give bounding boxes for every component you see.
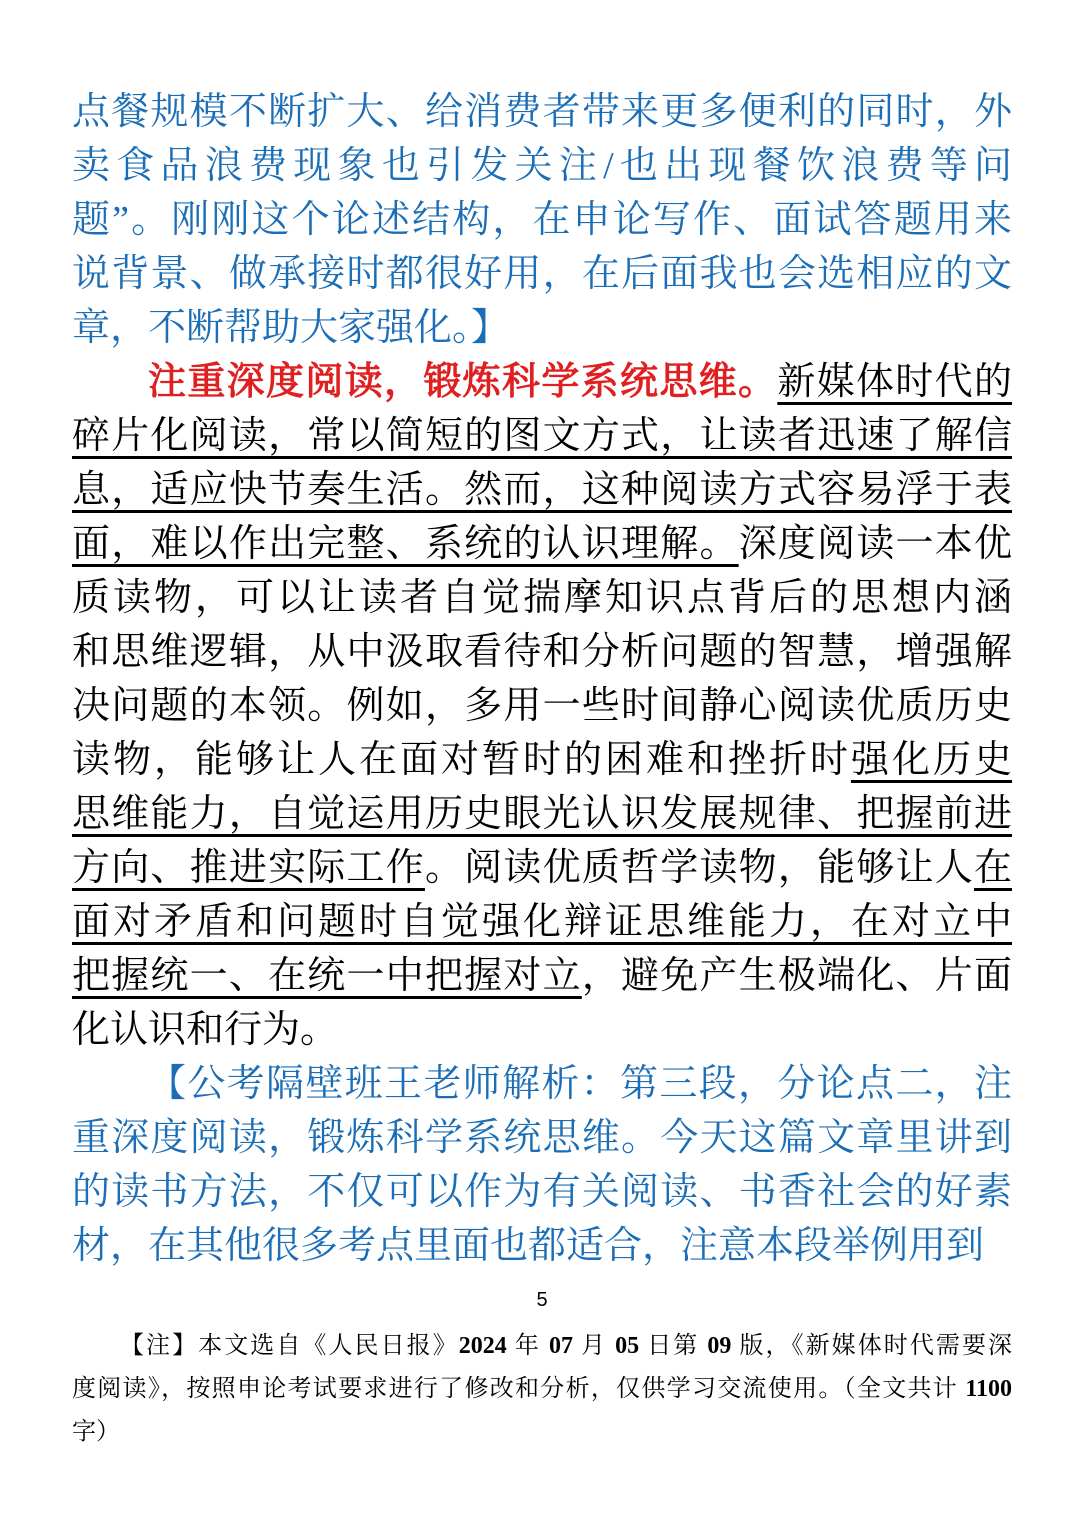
text-segment: 注重深度阅读，锻炼科学系统思维。 <box>148 361 778 403</box>
text-line <box>72 1325 1012 1368</box>
text-line <box>72 1219 1012 1273</box>
text-segment: 题”。刚刚这个论述结构，在申论写作、面试答题用来 <box>72 199 1012 241</box>
text-segment: 2024 <box>458 1333 507 1359</box>
text-segment: 说背景、做承接时都很好用，在后面我也会选相应的文 <box>72 253 1012 295</box>
text-line <box>72 301 1012 355</box>
text-segment: 年 <box>506 1333 549 1359</box>
teacher-note-continuation <box>72 85 1012 355</box>
text-segment: 重深度阅读，锻炼科学系统思维。今天这篇文章里讲到 <box>72 1117 1012 1159</box>
text-line <box>72 571 1012 625</box>
text-segment: 1100 <box>965 1376 1012 1402</box>
text-line <box>72 409 1012 463</box>
text-line <box>72 1411 1012 1454</box>
text-segment: 月 <box>572 1333 616 1359</box>
text-segment: 面，难以作出完整、系统的认识理解。 <box>72 523 739 565</box>
text-line <box>72 247 1012 301</box>
text-line <box>72 1111 1012 1165</box>
teacher-analysis-note <box>72 1057 1012 1273</box>
text-segment: 把握统一、在统一中把握对立 <box>72 955 582 997</box>
text-segment: 日第 <box>639 1333 708 1359</box>
text-segment: 章，不断帮助大家强化。】 <box>72 307 510 349</box>
text-segment: 05 <box>615 1333 640 1359</box>
text-line <box>72 355 1012 409</box>
text-segment: 材，在其他很多考点里面也都适合，注意本段举例用到 <box>72 1225 985 1267</box>
text-segment: 09 <box>707 1333 732 1359</box>
text-segment: 面对矛盾和问题时自觉强化辩证思维能力，在对立中 <box>72 901 1012 943</box>
body-paragraph-deep-reading <box>72 355 1012 1057</box>
footnote <box>72 1325 1012 1454</box>
text-line <box>72 517 1012 571</box>
text-segment: 点餐规模不断扩大、给消费者带来更多便利的同时，外 <box>72 91 1012 133</box>
text-segment: 决问题的本领。例如，多用一些时间静心阅读优质历史 <box>72 685 1012 727</box>
text-line <box>72 733 1012 787</box>
text-segment: ，避免产生极端化、片面 <box>581 955 1012 997</box>
text-segment: 07 <box>548 1333 573 1359</box>
text-segment: 卖食品浪费现象也引发关注/也出现餐饮浪费等问 <box>72 145 1012 187</box>
text-line <box>72 85 1012 139</box>
text-segment: 深度阅读一本优 <box>738 523 1012 565</box>
text-line <box>72 949 1012 1003</box>
text-segment: 字） <box>72 1419 120 1445</box>
text-segment: 。阅读优质哲学读物，能够让人 <box>424 847 974 889</box>
text-segment: 度阅读》，按照申论考试要求进行了修改和分析，仅供学习交流使用。（全文共计 <box>72 1376 966 1402</box>
text-line <box>72 1165 1012 1219</box>
text-line <box>72 1368 1012 1411</box>
text-line <box>72 1057 1012 1111</box>
text-line <box>72 1003 1012 1057</box>
text-segment: 读物，能够让人在面对暂时的困难和挫折时 <box>72 739 851 781</box>
page-number: 5 <box>536 1289 548 1311</box>
text-segment: 思维能力，自觉运用历史眼光认识发展规律、把握前进 <box>72 793 1012 835</box>
text-line <box>72 679 1012 733</box>
text-line <box>72 139 1012 193</box>
text-segment: 【公考隔壁班王老师解析：第三段，分论点二，注 <box>148 1063 1012 1105</box>
text-segment: 强化历史 <box>850 739 1012 781</box>
text-segment: 在 <box>973 847 1012 889</box>
text-line <box>72 841 1012 895</box>
text-segment: 息，适应快节奏生活。然而，这种阅读方式容易浮于表 <box>72 469 1012 511</box>
text-segment: 【注】本文选自《人民日报》 <box>120 1333 459 1359</box>
text-segment: 方向、推进实际工作 <box>72 847 425 889</box>
text-segment: 碎片化阅读，常以简短的图文方式，让读者迅速了解信 <box>72 415 1012 457</box>
text-segment: 和思维逻辑，从中汲取看待和分析问题的智慧，增强解 <box>72 631 1012 673</box>
document-body <box>72 85 1012 1273</box>
text-segment: 新媒体时代的 <box>777 361 1012 403</box>
text-line <box>72 625 1012 679</box>
text-line <box>72 787 1012 841</box>
text-line <box>72 193 1012 247</box>
text-segment: 版，《新媒体时代需要深 <box>731 1333 1013 1359</box>
text-segment: 质读物，可以让读者自觉揣摩知识点背后的思想内涵 <box>72 577 1012 619</box>
text-segment: 的读书方法，不仅可以作为有关阅读、书香社会的好素 <box>72 1171 1012 1213</box>
text-line <box>72 895 1012 949</box>
text-segment: 化认识和行为。 <box>72 1009 339 1051</box>
text-line <box>72 463 1012 517</box>
